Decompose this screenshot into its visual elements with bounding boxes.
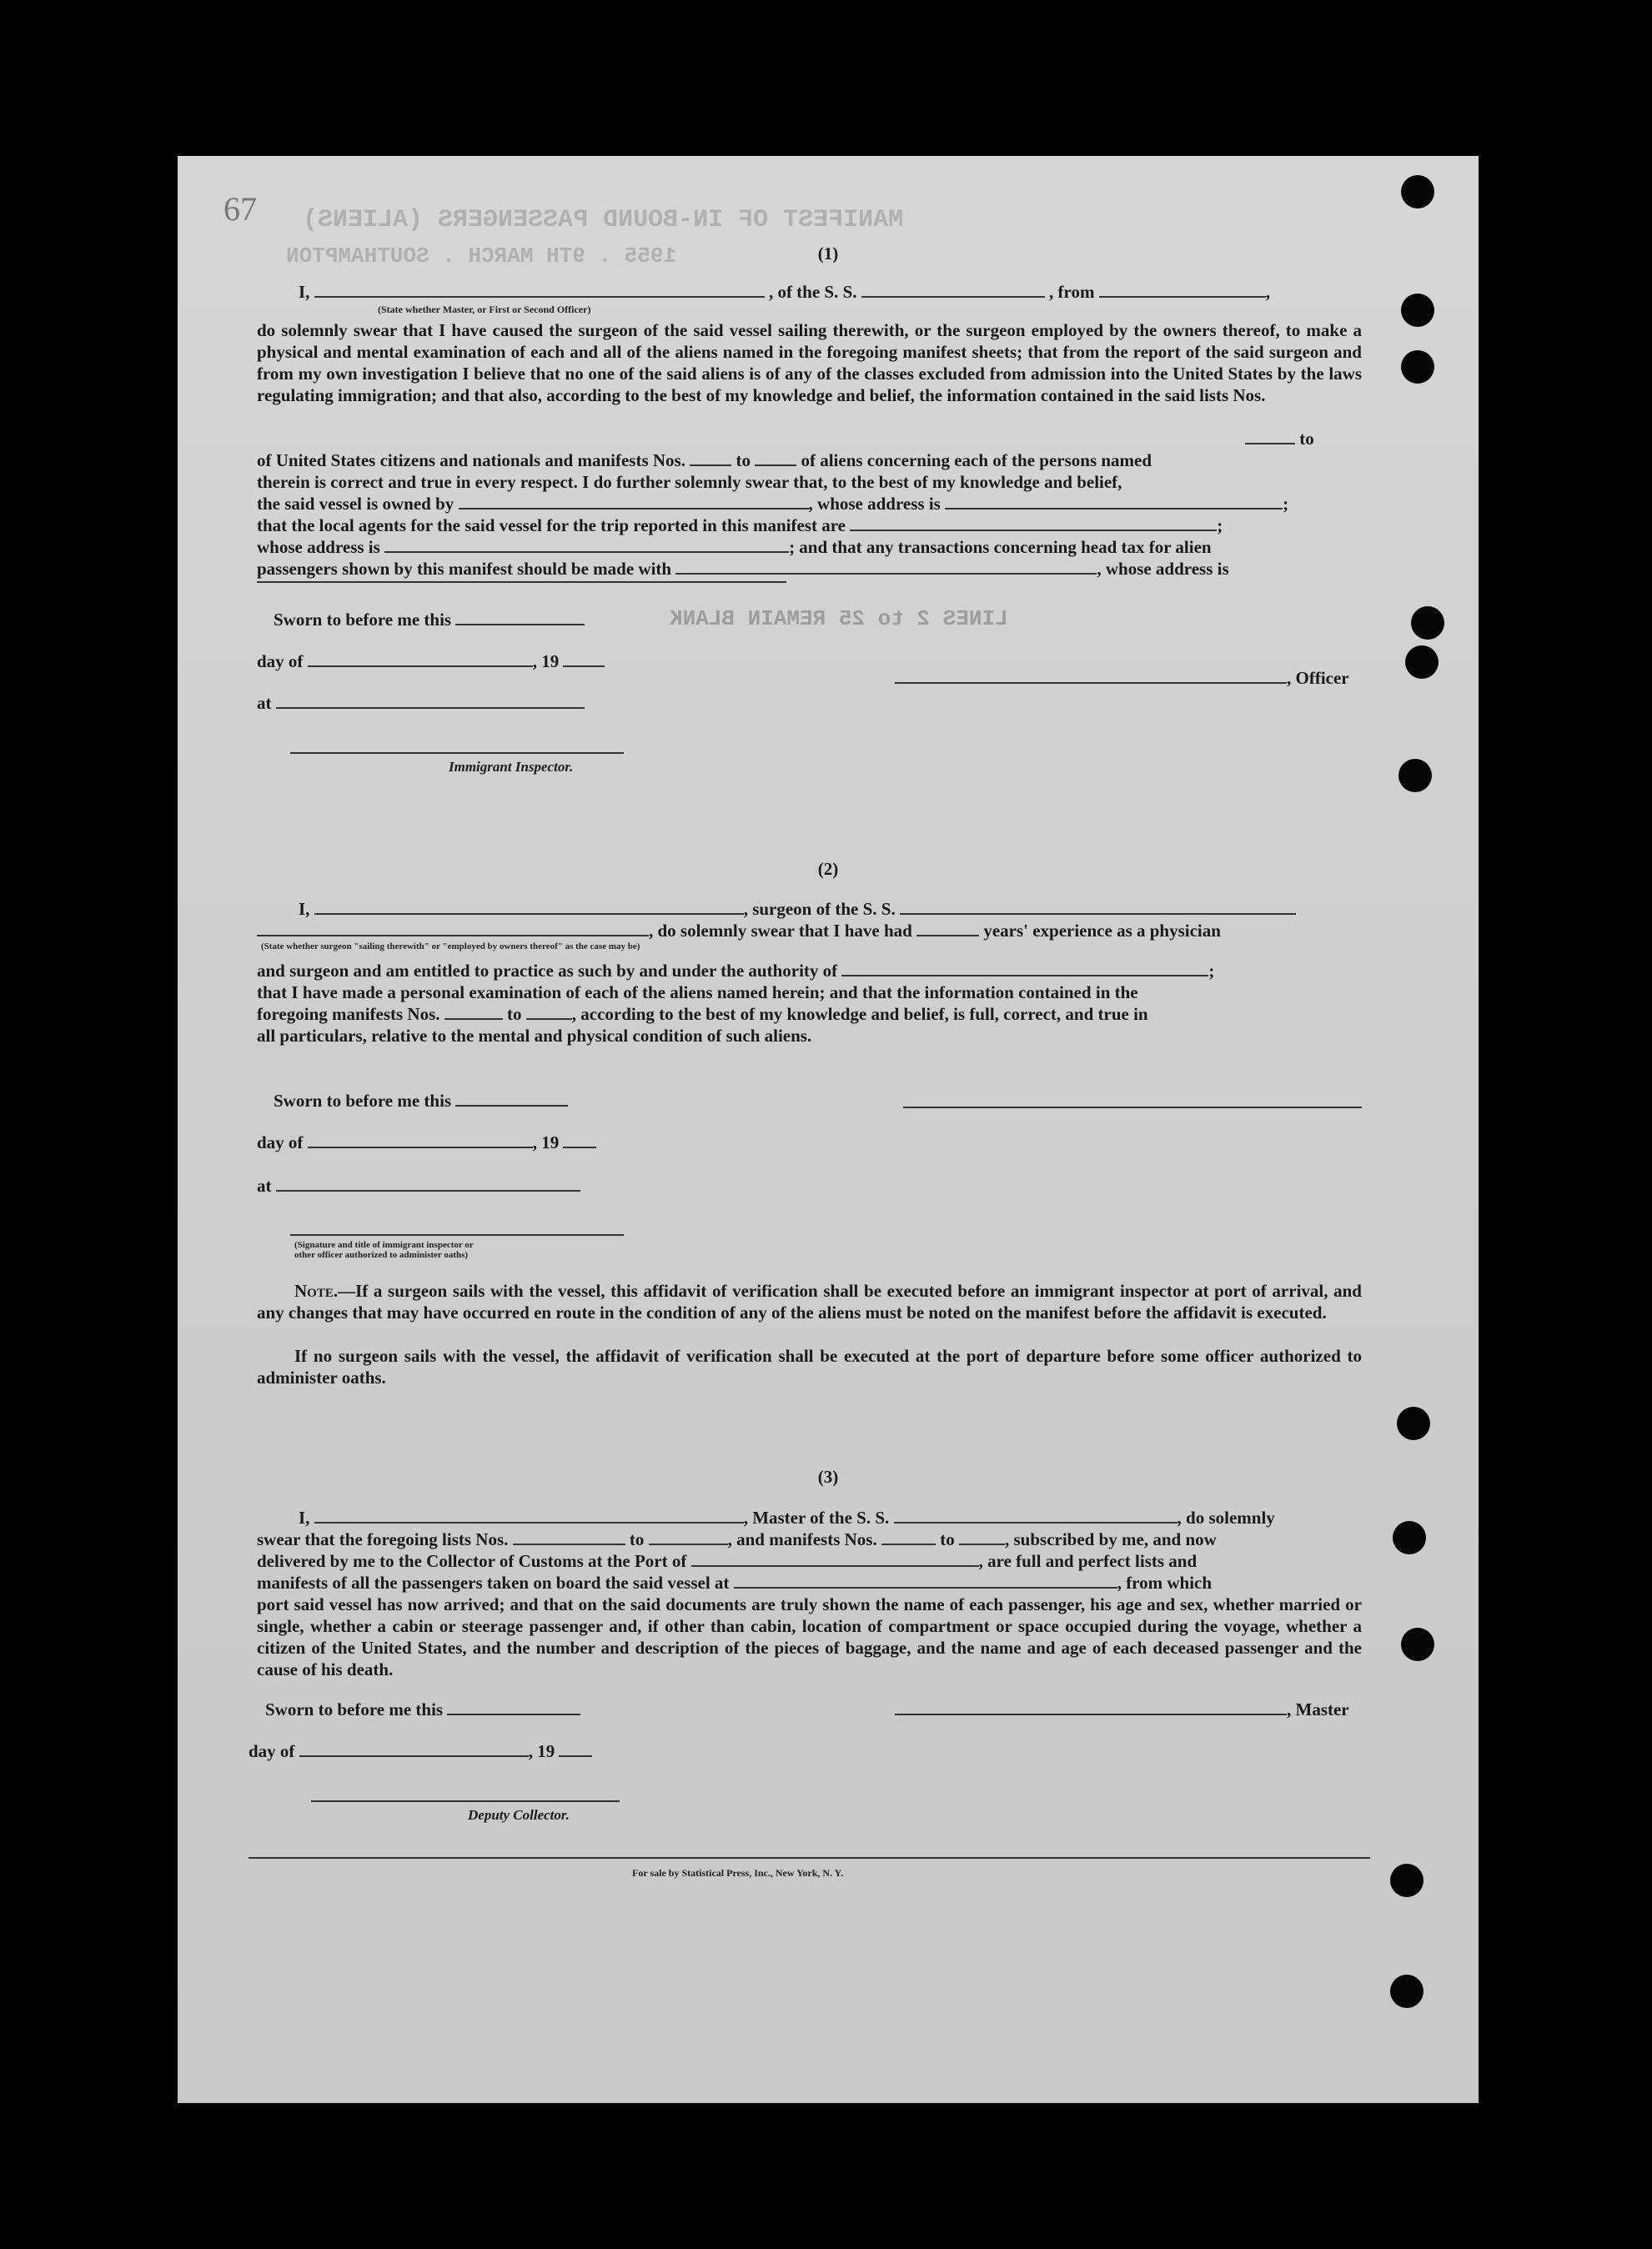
s2-sig-caption-1: (Signature and title of immigrant inspector or [294,1240,474,1250]
s3-lists-to-blank [649,1529,728,1545]
s1-passengers: passengers shown by this manifest should be made with [257,559,672,579]
s1-of-ss: , of the S. S. [768,282,857,302]
s1-year: , 19 [532,651,560,671]
s1-manifest-to-blank [755,449,796,466]
s3-day-blank [299,1740,529,1757]
s3-master: , Master [1287,1699,1349,1719]
s3-master-blank [314,1507,744,1524]
binder-hole-1 [1401,175,1434,208]
bleed-through-stamp: LINES 2 to 25 REMAIN BLANK [670,606,1008,631]
s3-swear-lists: swear that the foregoing lists Nos. [257,1529,509,1549]
s2-inspector-line [290,1234,624,1236]
s1-of-us: of United States citizens and nationals and manifests Nos. [257,450,685,470]
s2-ship-blank [900,898,1296,915]
s3-full-perfect: , are full and perfect lists and [978,1551,1198,1571]
binder-hole-2 [1401,294,1434,327]
s3-embark-blank [734,1572,1117,1589]
s1-whose-address2: whose address is [257,537,380,557]
s2-at-text: at [257,1176,272,1196]
s3-deputy: Deputy Collector. [468,1807,570,1823]
s3-to1: to [629,1529,645,1549]
s1-agent-address-blank [384,536,789,553]
s3-year-blank [559,1740,592,1757]
s2-years-blank [916,920,979,936]
binder-hole-9 [1401,1628,1434,1661]
s1-address-line [257,581,786,583]
s1-officer-sig-blank [895,667,1287,684]
s2-and-surgeon: and surgeon and am entitled to practice as such by and under the authority of [257,961,838,981]
section-1-number: (1) [817,243,839,264]
s1-at [257,692,585,714]
s2-line-foregoing [257,1003,1148,1025]
s2-line-years [257,920,1221,941]
s1-whose-address: , whose address is [808,494,941,514]
s2-according: , according to the best of my knowledge and belief, is full, correct, and true in [571,1004,1148,1024]
s2-i: I, [299,899,310,919]
binder-hole-7 [1397,1407,1430,1440]
s1-agents-blank [850,515,1217,531]
s3-line-i [299,1507,1275,1529]
s3-day-of-text: day of [249,1741,295,1761]
s1-sworn-text: Sworn to before me this [274,610,452,630]
s1-officer: , Officer [1287,668,1349,688]
s3-ship-blank [894,1507,1177,1524]
s1-head-tax: ; and that any transactions concerning head tax for alien [789,537,1212,557]
binder-hole-5 [1405,645,1439,679]
s1-day-of-text: day of [257,651,304,671]
s1-port-blank [1099,281,1266,298]
s3-line-manifests [257,1572,1212,1594]
s1-year-blank [563,650,605,667]
s3-to2: to [940,1529,955,1549]
s2-day-of [257,1132,596,1153]
s2-to: to [507,1004,522,1024]
binder-hole-4 [1411,606,1444,640]
s1-at-text: at [257,693,272,713]
s2-semicolon: ; [1208,961,1215,981]
s1-line-agent-address [257,536,1212,558]
s2-day-blank [308,1132,533,1148]
s1-line-i: I, , of the S. S. , from , [299,282,1270,302]
s2-sworn [274,1090,568,1112]
s3-lists-from-blank [513,1529,625,1545]
s2-at-blank [276,1175,580,1192]
s1-line-us-citizens [257,449,1152,471]
s1-sworn [274,609,585,630]
s2-foregoing: foregoing manifests Nos. [257,1004,440,1024]
s3-line-delivered [257,1550,1197,1572]
s1-inspector: Immigrant Inspector. [449,759,574,775]
s3-i: I, [299,1508,310,1528]
s1-at-blank [276,692,585,709]
s2-line-i [299,898,1296,920]
s2-status-blank [257,920,649,936]
s1-lists-from-blank [1245,428,1295,444]
s2-sig-caption-2: other officer authorized to administer oaths) [294,1250,469,1260]
s2-solemnly: , do solemnly swear that I have had [649,921,912,941]
s3-master-of: , Master of the S. S. [743,1508,890,1528]
s1-from: , from [1049,282,1095,302]
s1-day-of [257,650,605,672]
footer-printer: For sale by Statistical Press, Inc., New York, N. Y. [632,1867,844,1879]
s2-line-exam: that I have made a personal examination of each of the aliens named herein; and that the information contained in the [257,982,1138,1002]
s1-local-agents: that the local agents for the said vessel for the trip reported in this manifest are [257,515,846,535]
s2-day-of-text: day of [257,1132,304,1152]
s2-nos-to-blank [526,1003,572,1020]
s1-line-owned: the said vessel is owned by , whose address is ; [257,494,1289,514]
s1-sworn-blank [455,609,585,625]
s2-surgeon-of: , surgeon of the S. S. [743,899,896,919]
section-2-number: (2) [817,859,839,879]
section-3-number: (3) [817,1467,839,1487]
s3-sworn [265,1699,580,1720]
s1-to1: to [1299,429,1314,449]
s3-do-solemnly: , do solemnly [1177,1508,1275,1528]
s1-whose-address3: , whose address is [1097,559,1229,579]
s1-officer-blank [314,281,765,298]
s1-owned: the said vessel is owned by [257,494,454,514]
s1-to2: to [736,450,751,470]
s2-year-blank [563,1132,596,1148]
s3-subscribed: , subscribed by me, and now [1004,1529,1217,1549]
s2-caption: (State whether surgeon "sailing therewith" or "employed by owners thereof" as the case may be) [261,941,640,951]
s2-at [257,1175,580,1197]
s3-man-to-blank [959,1529,1005,1545]
s3-port-blank [691,1550,979,1567]
s1-owner-address-blank [945,493,1283,510]
s2-nos-from-blank [444,1003,503,1020]
s1-line-agents: that the local agents for the said vessel for the trip reported in this manifest are ; [257,515,1223,535]
binder-hole-8 [1393,1521,1426,1554]
s3-day-of [249,1740,592,1762]
binder-hole-6 [1398,759,1432,792]
s3-from-which: , from which [1117,1573,1213,1593]
bleed-through-route: 1955 . 9TH MARCH . SOUTHAMPTON [286,243,677,269]
binder-hole-10 [1390,1864,1424,1897]
s2-surgeon-sig-line [903,1107,1362,1108]
s1-day-blank [308,650,533,667]
s1-line-therein: therein is correct and true in every respect. I do further solemnly swear that, to the best of my knowledge and belief, [257,472,1122,492]
s2-line-authority [257,960,1214,981]
s3-manifests-all: manifests of all the passengers taken on board the said vessel at [257,1573,730,1593]
s2-surgeon-blank [314,898,744,915]
footer-rule [249,1857,1370,1859]
s1-officer-caption: (State whether Master, or First or Second Officer) [378,304,591,315]
s1-owner-blank [459,493,809,510]
s3-line-lists [257,1529,1217,1550]
binder-hole-11 [1390,1975,1424,2008]
s1-line-lists [257,428,1314,449]
s1-officer-line [895,667,1349,689]
s3-and-manifests: , and manifests Nos. [727,1529,877,1549]
bleed-through-header: MANIFEST OF IN-BOUND PASSENGERS (ALIENS) [303,206,904,234]
s1-manifest-from-blank [690,449,731,466]
s3-deputy-line [311,1800,620,1802]
s2-sworn-blank [455,1090,568,1107]
s2-authority-blank [841,960,1208,976]
binder-hole-3 [1401,350,1434,384]
s2-note [257,1280,1362,1323]
margin-handwriting: 67 [223,190,257,228]
s1-tax-agent-blank [675,558,1097,575]
s3-paragraph: port said vessel has now arrived; and that on the said documents are truly shown the name of each passenger, his age and sex, whether married or single, whether a cabin or steerage passenger and, if other than cabin, location of compartment or space occupied during the voyage, whether a citizen of the United States, and the number and description of the pieces of baggage, and the name and age of each deceased passenger and the cause of his death. [257,1594,1362,1679]
s3-delivered: delivered by me to the Collector of Customs at the Port of [257,1551,687,1571]
s3-sworn-blank [447,1699,580,1715]
s1-ship-blank [861,281,1045,298]
s2-note-text: —If a surgeon sails with the vessel, this affidavit of verification shall be executed before an immigrant inspector at port of arrival, and any changes that may have occurred en route in the condition of any of the aliens must be noted on the manifest before the affidavit is executed. [257,1281,1362,1323]
s3-man-from-blank [881,1529,936,1545]
s2-year: , 19 [532,1132,560,1152]
s2-note-label: Note. [294,1281,339,1301]
s2-line-particulars: all particulars, relative to the mental and physical condition of such aliens. [257,1026,812,1046]
s1-inspector-line [290,752,624,754]
s1-i: I, [299,282,310,302]
s1-line-passengers [257,558,1229,580]
s3-sworn-text: Sworn to before me this [265,1699,444,1719]
s2-note2: If no surgeon sails with the vessel, the affidavit of verification shall be executed at the port of departure before some officer authorized to administer oaths. [257,1346,1362,1388]
s2-years: years' experience as a physician [983,921,1221,941]
s3-master-sig [895,1699,1349,1720]
s1-paragraph: do solemnly swear that I have caused the surgeon of the said vessel sailing therewith, or the surgeon employed by the owners thereof, to make a physical and mental examination of each and all of the aliens named in the foregoing manifest sheets; that from the report of the said surgeon and from my own investigation I believe that no one of the said aliens is of any of the classes excluded from admission into the United States by the laws regulating immigration; and that also, according to the best of my knowledge and belief, the information contained in the said lists Nos. [257,320,1362,405]
s3-master-sig-blank [895,1699,1287,1715]
s2-sworn-text: Sworn to before me this [274,1091,452,1111]
document-page [178,156,1479,2103]
s1-of-aliens: of aliens concerning each of the persons named [801,450,1152,470]
s3-year: , 19 [528,1741,555,1761]
